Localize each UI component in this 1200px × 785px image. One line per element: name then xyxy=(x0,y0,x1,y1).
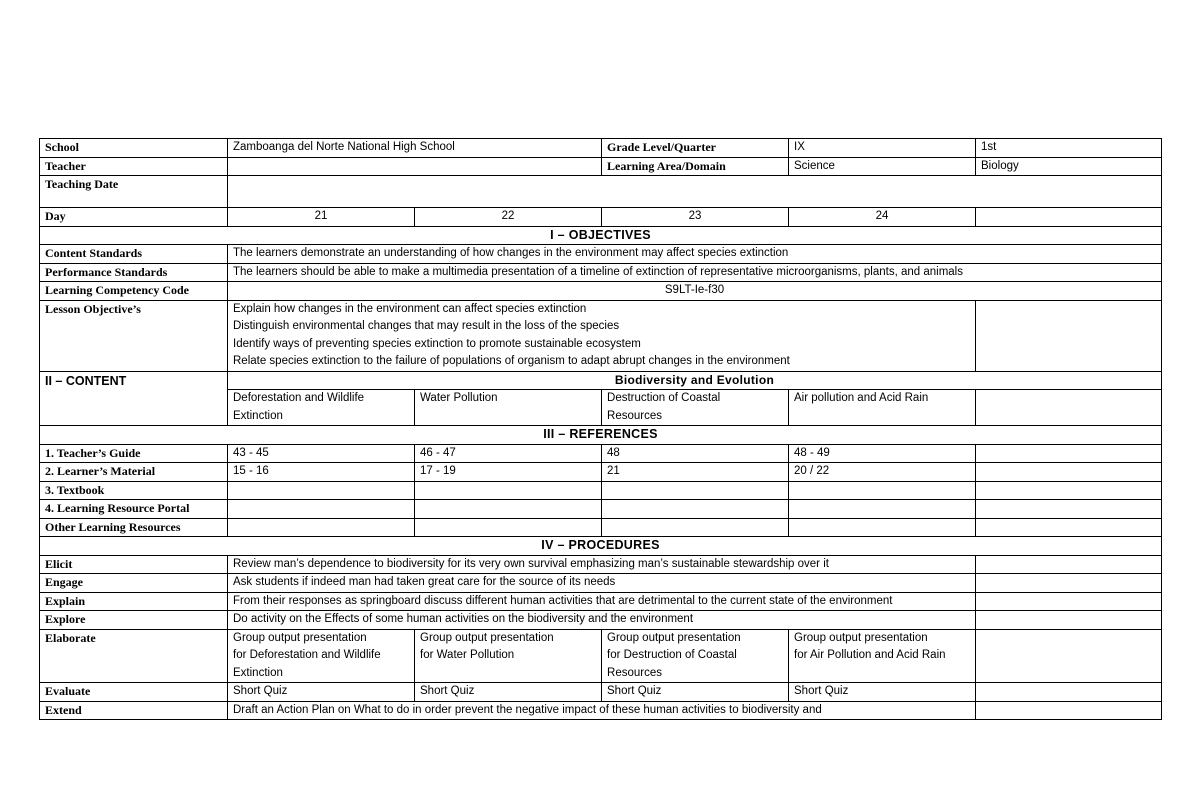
content-standards-label: Content Standards xyxy=(40,245,228,264)
reference-cell xyxy=(976,481,1162,500)
reference-row xyxy=(40,518,1162,537)
domain-value: Biology xyxy=(976,157,1162,176)
reference-cell xyxy=(228,518,415,537)
elaborate-line: Resources xyxy=(607,666,662,679)
elaborate-line: Group output presentation xyxy=(794,631,928,644)
reference-label: 4. Learning Resource Portal xyxy=(40,500,228,519)
reference-cell: 15 - 16 xyxy=(228,463,415,482)
grade-level-label: Grade Level/Quarter xyxy=(602,139,789,158)
learning-area-value: Science xyxy=(789,157,976,176)
teacher-label: Teacher xyxy=(40,157,228,176)
elaborate-line: for Destruction of Coastal xyxy=(607,649,737,661)
reference-cell xyxy=(602,500,789,519)
day-row xyxy=(40,208,1162,227)
lesson-objectives-label: Lesson Objective’s xyxy=(40,300,228,371)
grade-level-value: IX xyxy=(789,139,976,158)
reference-row xyxy=(40,500,1162,519)
content-heading: II – CONTENT xyxy=(40,371,228,426)
reference-cell xyxy=(602,518,789,537)
engage-empty xyxy=(976,574,1162,593)
engage-value: Ask students if indeed man had taken great care for the source of its needs xyxy=(228,574,976,593)
reference-cell: 17 - 19 xyxy=(415,463,602,482)
elaborate-cell xyxy=(602,629,789,683)
elicit-empty xyxy=(976,555,1162,574)
reference-cell xyxy=(415,518,602,537)
explore-label: Explore xyxy=(40,611,228,630)
learning-area-label: Learning Area/Domain xyxy=(602,157,789,176)
reference-cell: 43 - 45 xyxy=(228,444,415,463)
reference-cell: 20 / 22 xyxy=(789,463,976,482)
reference-cell xyxy=(976,444,1162,463)
explain-empty xyxy=(976,592,1162,611)
daily-lesson-log-table xyxy=(39,138,1162,720)
school-row xyxy=(40,139,1162,158)
engage-row xyxy=(40,574,1162,593)
reference-label: 3. Textbook xyxy=(40,481,228,500)
evaluate-cell: Short Quiz xyxy=(415,683,602,702)
reference-cell xyxy=(228,500,415,519)
objectives-heading-row xyxy=(40,226,1162,245)
teaching-date-value xyxy=(228,176,1162,208)
reference-row xyxy=(40,444,1162,463)
evaluate-row xyxy=(40,683,1162,702)
elaborate-empty xyxy=(976,629,1162,683)
lesson-objective: Distinguish environmental changes that may result in the loss of the species xyxy=(233,320,620,332)
elaborate-line: for Water Pollution xyxy=(420,649,515,661)
objectives-heading: I – OBJECTIVES xyxy=(40,226,1162,245)
lesson-objectives-list xyxy=(228,300,976,371)
elaborate-line: for Air Pollution and Acid Rain xyxy=(794,649,946,661)
reference-cell xyxy=(789,500,976,519)
elaborate-line: Group output presentation xyxy=(607,631,741,644)
explain-label: Explain xyxy=(40,592,228,611)
subtopic-line: Water Pollution xyxy=(420,392,498,404)
engage-label: Engage xyxy=(40,574,228,593)
subtopic-cell-empty xyxy=(976,390,1162,426)
day-cell: 22 xyxy=(415,208,602,227)
competency-code: S9LT-Ie-f30 xyxy=(228,282,1162,301)
reference-cell: 48 xyxy=(602,444,789,463)
day-cell: 23 xyxy=(602,208,789,227)
procedures-heading: IV – PROCEDURES xyxy=(40,537,1162,556)
subtopic-line: Extinction xyxy=(233,409,283,422)
references-heading: III – REFERENCES xyxy=(40,426,1162,445)
reference-cell xyxy=(976,500,1162,519)
lesson-objectives-row xyxy=(40,300,1162,371)
elaborate-line: Group output presentation xyxy=(233,631,367,644)
evaluate-cell: Short Quiz xyxy=(602,683,789,702)
reference-row xyxy=(40,463,1162,482)
content-standards-row xyxy=(40,245,1162,264)
teaching-date-row xyxy=(40,176,1162,208)
lesson-objective: Relate species extinction to the failure of populations of organism to adapt abrupt changes in the environment xyxy=(233,355,790,367)
subtopic-cell xyxy=(602,390,789,426)
extend-value: Draft an Action Plan on What to do in order prevent the negative impact of these human activities to biodiversity and xyxy=(228,701,976,720)
subtopic-cell xyxy=(228,390,415,426)
extend-empty xyxy=(976,701,1162,720)
explore-empty xyxy=(976,611,1162,630)
elaborate-cell xyxy=(789,629,976,683)
performance-standards-value: The learners should be able to make a multimedia presentation of a timeline of extinction of representative microorganisms, plants, and animals xyxy=(228,263,1162,282)
subtopic-cell xyxy=(415,390,602,426)
evaluate-cell: Short Quiz xyxy=(789,683,976,702)
elicit-label: Elicit xyxy=(40,555,228,574)
lesson-objective: Identify ways of preventing species extinction to promote sustainable ecosystem xyxy=(233,337,641,350)
day-cell: 21 xyxy=(228,208,415,227)
lesson-objectives-empty xyxy=(976,300,1162,371)
explore-row xyxy=(40,611,1162,630)
elaborate-label: Elaborate xyxy=(40,629,228,683)
explain-value: From their responses as springboard discuss different human activities that are detrimental to the current state of the environment xyxy=(228,592,976,611)
content-standards-value: The learners demonstrate an understanding of how changes in the environment may affect species extinction xyxy=(228,245,1162,264)
explain-row xyxy=(40,592,1162,611)
reference-cell: 46 - 47 xyxy=(415,444,602,463)
lesson-objective: Explain how changes in the environment can affect species extinction xyxy=(233,302,587,315)
elaborate-line: Group output presentation xyxy=(420,631,554,644)
reference-cell xyxy=(415,500,602,519)
school-value: Zamboanga del Norte National High School xyxy=(228,139,602,158)
quarter-value: 1st xyxy=(976,139,1162,158)
references-heading-row xyxy=(40,426,1162,445)
school-label: School xyxy=(40,139,228,158)
content-topic-row xyxy=(40,371,1162,390)
reference-cell: 48 - 49 xyxy=(789,444,976,463)
reference-row xyxy=(40,481,1162,500)
reference-cell: 21 xyxy=(602,463,789,482)
content-topic: Biodiversity and Evolution xyxy=(228,371,1162,390)
subtopic-line: Air pollution and Acid Rain xyxy=(794,392,929,404)
procedures-heading-row xyxy=(40,537,1162,556)
teacher-row xyxy=(40,157,1162,176)
reference-cell xyxy=(976,518,1162,537)
reference-label: 1. Teacher’s Guide xyxy=(40,444,228,463)
explore-value: Do activity on the Effects of some human activities on the biodiversity and the environment xyxy=(228,611,976,630)
evaluate-cell: Short Quiz xyxy=(228,683,415,702)
performance-standards-row xyxy=(40,263,1162,282)
reference-cell xyxy=(789,481,976,500)
elaborate-line: for Deforestation and Wildlife xyxy=(233,649,381,661)
evaluate-empty xyxy=(976,683,1162,702)
subtopic-cell xyxy=(789,390,976,426)
competency-row xyxy=(40,282,1162,301)
elicit-value: Review man’s dependence to biodiversity for its very own survival emphasizing man’s sustainable stewardship over it xyxy=(228,555,976,574)
elaborate-cell xyxy=(415,629,602,683)
day-cell-empty xyxy=(976,208,1162,227)
reference-cell xyxy=(415,481,602,500)
reference-cell xyxy=(976,463,1162,482)
teaching-date-label: Teaching Date xyxy=(40,176,228,208)
performance-standards-label: Performance Standards xyxy=(40,263,228,282)
extend-label: Extend xyxy=(40,701,228,720)
elaborate-cell xyxy=(228,629,415,683)
elaborate-line: Extinction xyxy=(233,666,283,679)
subtopic-line: Destruction of Coastal xyxy=(607,392,721,404)
reference-cell xyxy=(789,518,976,537)
evaluate-label: Evaluate xyxy=(40,683,228,702)
day-cell: 24 xyxy=(789,208,976,227)
subtopic-line: Resources xyxy=(607,409,662,422)
extend-row xyxy=(40,701,1162,720)
elicit-row xyxy=(40,555,1162,574)
elaborate-row xyxy=(40,629,1162,683)
subtopic-line: Deforestation and Wildlife xyxy=(233,392,365,404)
day-label: Day xyxy=(40,208,228,227)
teacher-value xyxy=(228,157,602,176)
reference-cell xyxy=(602,481,789,500)
reference-label: Other Learning Resources xyxy=(40,518,228,537)
competency-label: Learning Competency Code xyxy=(40,282,228,301)
reference-label: 2. Learner’s Material xyxy=(40,463,228,482)
reference-cell xyxy=(228,481,415,500)
